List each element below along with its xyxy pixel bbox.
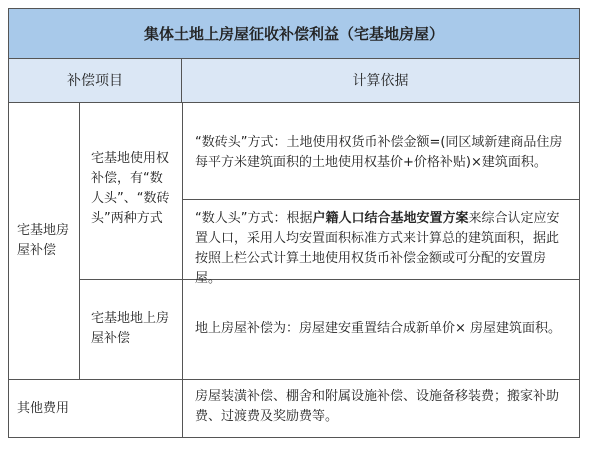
people-method-bold: 户籍人口结合基地安置方案 — [312, 211, 469, 226]
divider — [182, 199, 579, 200]
homestead-label: 宅基地房屋补偿 — [17, 223, 70, 258]
people-method-text — [195, 209, 571, 289]
table-title: 集体土地上房屋征收补偿利益（宅基地房屋） — [9, 9, 579, 59]
divider — [182, 103, 183, 437]
other-method-text: 房屋装潢补偿、棚舍和附属设施补偿、设施备移装费；搬家补助费、过渡费及奖励费等。 — [195, 389, 560, 424]
header-basis: 计算依据 — [182, 59, 579, 103]
divider — [9, 379, 579, 380]
other-label: 其他费用 — [17, 401, 70, 416]
divider — [79, 103, 80, 379]
building-label: 宅基地地上房屋补偿 — [91, 311, 170, 346]
brick-method-text: “数砖头”方式：土地使用权货币补偿金额=(同区域新建商品住房每平方米建筑面积的土地使用权基价+价格补贴)×建筑面积。 — [195, 135, 563, 170]
land-right-label: 宅基地使用权补偿，有“数人头”、“数砖头”两种方式 — [91, 151, 170, 226]
header-item: 补偿项目 — [9, 59, 182, 103]
building-method-text: 地上房屋补偿为：房屋建安重置结合成新单价× 房屋建筑面积。 — [195, 321, 562, 336]
people-method-post: 来综合认定应安置人口，采用人均安置面积标准方式来计算总的建筑面积，据此按照上栏公式计算土地使用权货币补偿金额或可分配的安置房屋。 — [195, 211, 560, 286]
compensation-table — [8, 8, 580, 438]
people-method-pre: “数人头”方式：根据 — [195, 211, 313, 226]
